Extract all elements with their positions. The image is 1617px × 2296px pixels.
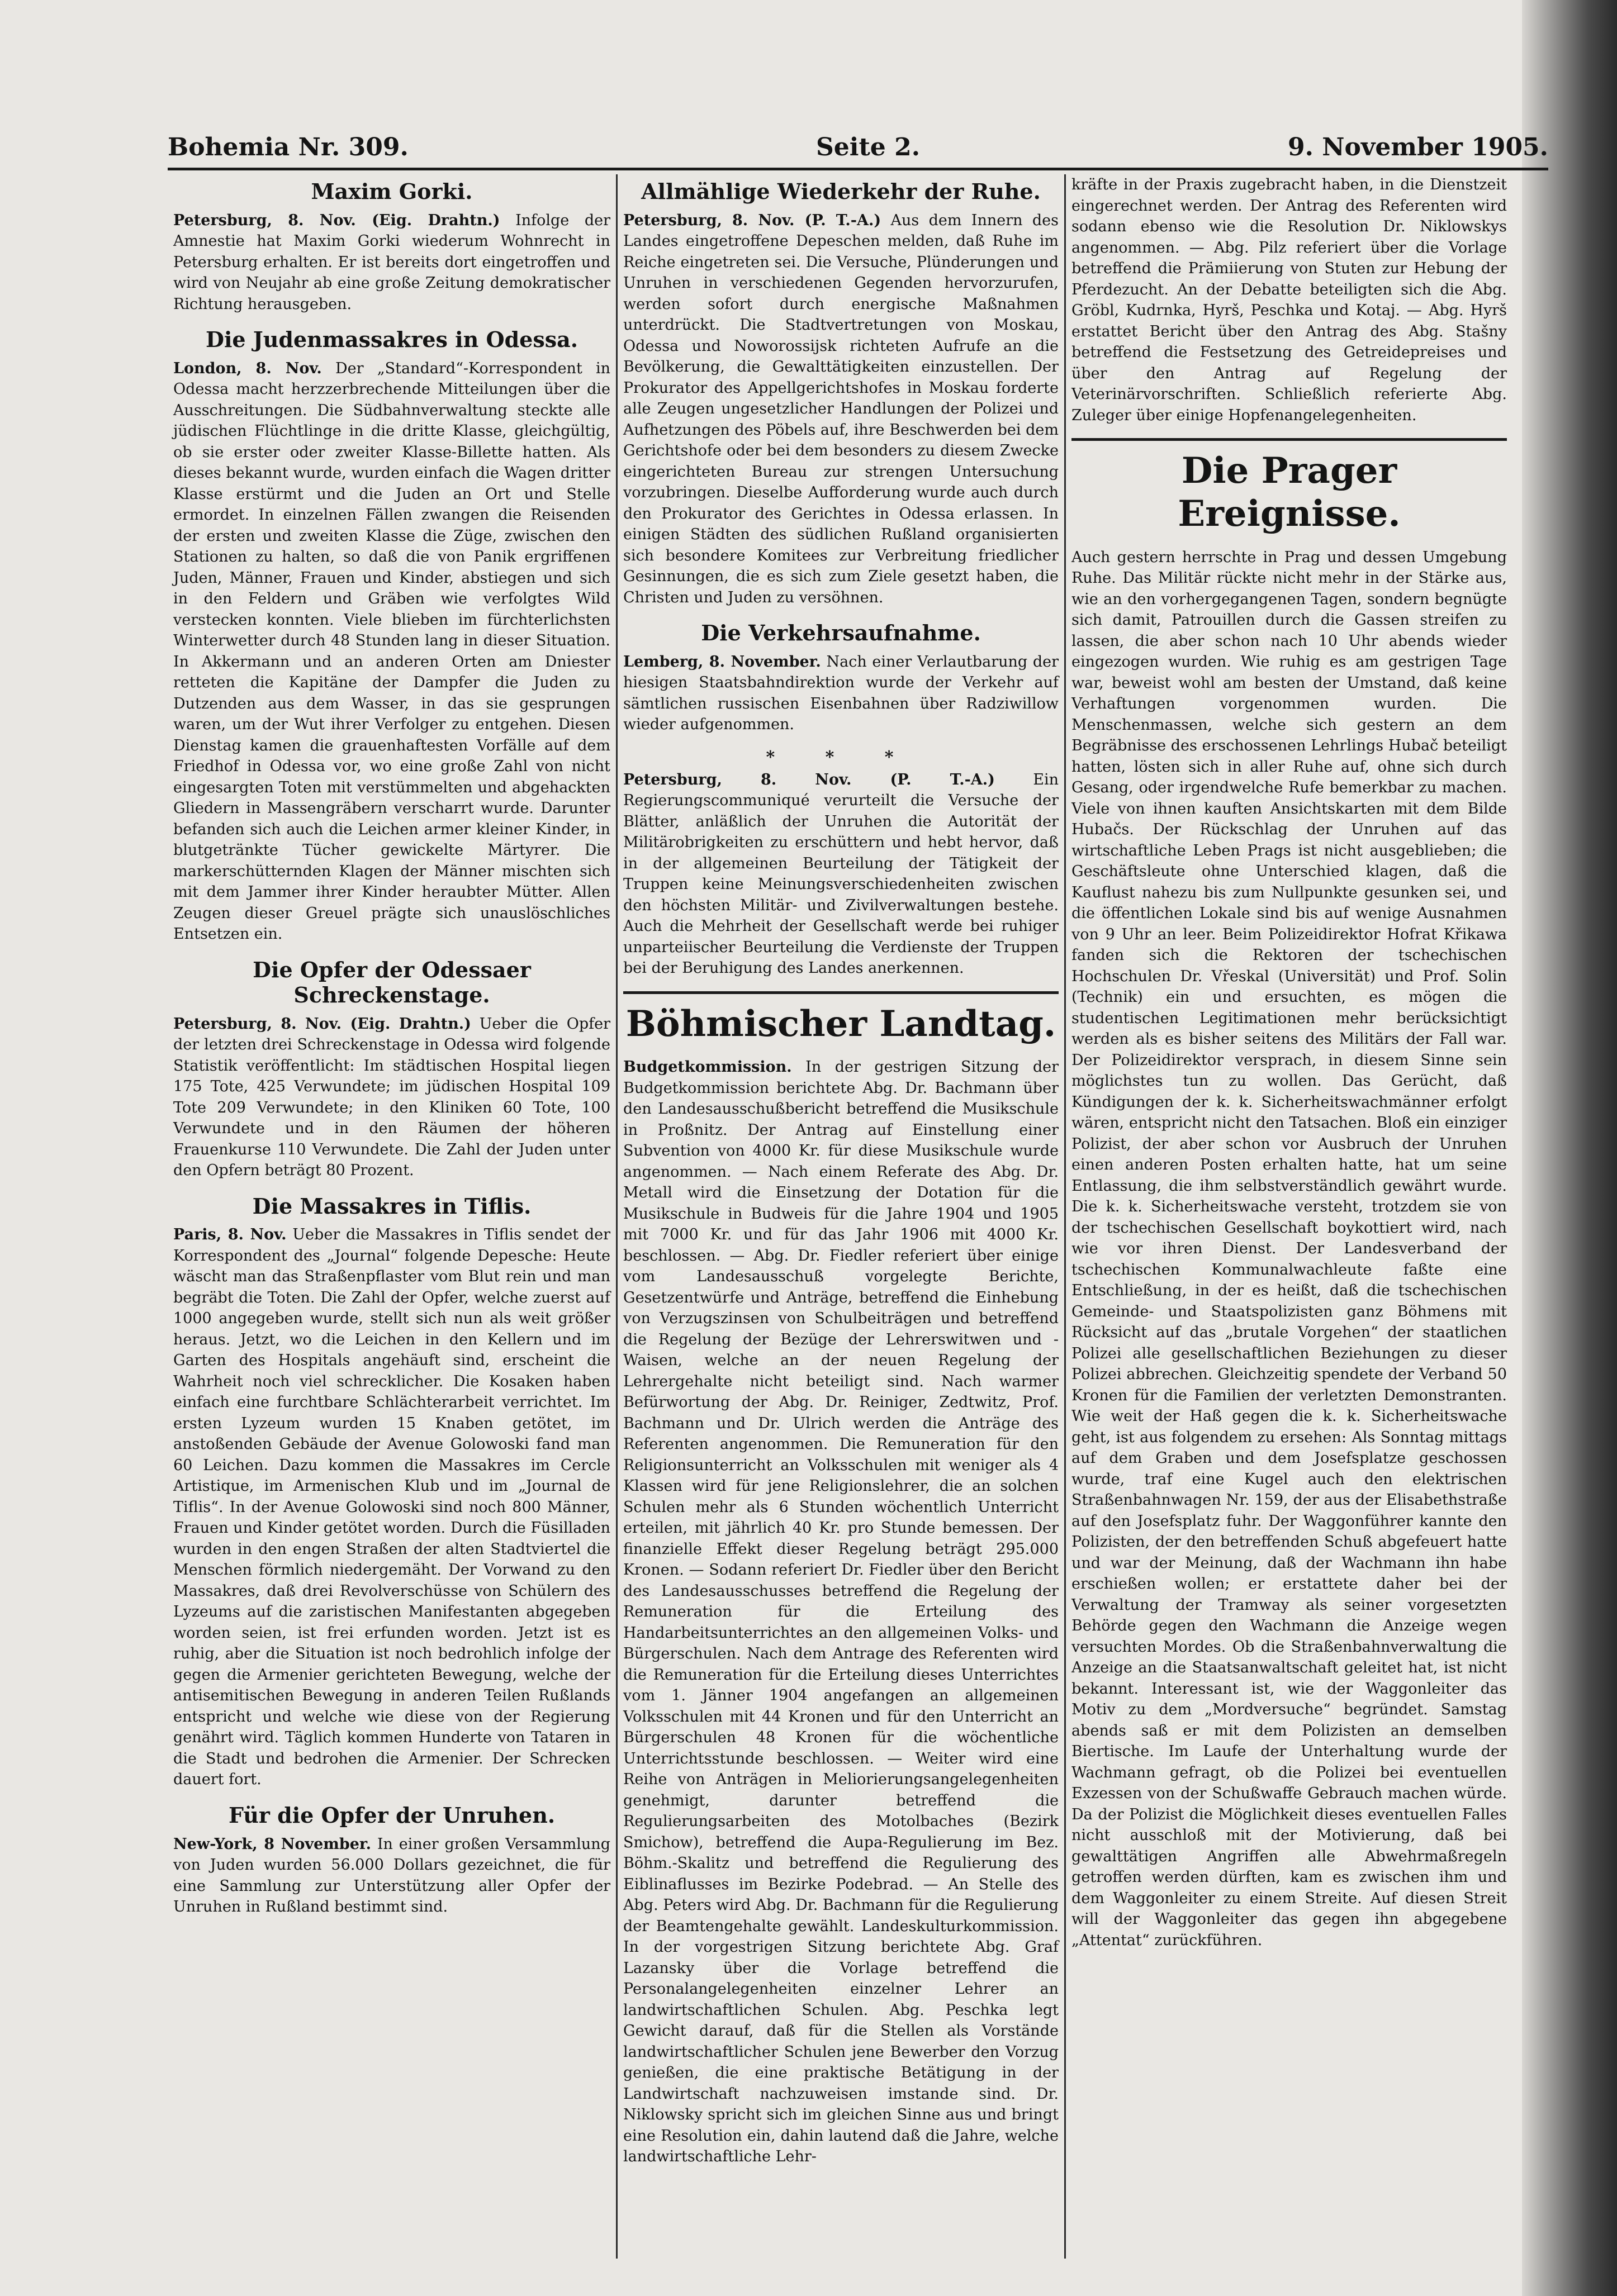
- article-text: Nach einer Verlautbarung der hiesigen Staatsbahndirektion wurde der Verkehr auf sämtlichen russischen Eisenbahnen über Radziwillow wieder aufgenommen.: [623, 653, 1059, 734]
- article-body: [173, 1834, 610, 1918]
- article-text: Ein Regierungscommuniqué verurteilt die Versuche der Blätter, anläßlich der Unruhen die Autorität der Militärobrigkeiten zu erschüttern und hebt hervor, daß in der allgemeinen Beurteilung der Tätigkeit der Truppen keine Meinungsverschiedenheiten zwischen den höchsten Militär- und Zivilverwaltungen bestehe. Auch die Mehrheit der Gesellschaft werde bei ruhiger unparteiischer Beurteilung die Verdienste der Truppen bei der Beruhigung des Landes anerkennen.: [623, 771, 1059, 977]
- columns: [168, 174, 1548, 2259]
- dateline: Petersburg, 8. Nov. (P. T.-A.): [623, 211, 881, 229]
- headline: Für die Opfer der Unruhen.: [228, 1802, 556, 1828]
- headline: Die Massakres in Tiflis.: [252, 1193, 532, 1219]
- newspaper-page: [168, 129, 1548, 2263]
- dateline: London, 8. Nov.: [173, 359, 322, 377]
- article-text: Aus dem Innern des Landes eingetroffene Depeschen melden, daß Ruhe im Reiche eingetreten sei. Die Versuche, Plünderungen und Unruhen in verschiedenen Gegenden hervorzurufen, werden sofort durch energische Maßnahmen unterdrückt. Die Stadtvertretungen von Moskau, Odessa und Noworossijsk richteten Aufrufe an die Bevölkerung, die Gewalttätigkeiten einzustellen. Der Prokurator des Appellgerichtshofes in Moskau forderte alle Zeugen ungesetzlicher Handlungen der Polizei und Aufhetzungen des Pöbels auf, ihre Beschwerden bei dem Gerichtshofe oder bei dem besonders zu diesem Zwecke eingerichteten Bureau zur strengen Untersuchung vorzubringen. Dieselbe Aufforderung wurde auch durch den Prokurator des Gerichtes in Odessa erlassen. In einigen Städten des südlichen Rußland organisierten sich besondere Komitees zur Verbreitung friedlicher Gesinnungen, die es sich zum Ziele gesetzt haben, die Christen und Juden zu versöhnen.: [623, 211, 1059, 606]
- article-body: [1071, 174, 1507, 426]
- article-body: [623, 769, 1059, 979]
- article-text: Ueber die Opfer der letzten drei Schreckenstage in Odessa wird folgende Statistik veröffentlicht: Im städtischen Hospital liegen 175 Tote, 425 Verwundete; im jüdischen Hospital 109 Tote 209 Verwundete; in den Kliniken 60 Tote, 100 Verwundete und in den Räumen der höheren Frauenkurse 110 Verwundete. Die Zahl der Juden unter den Opfern beträgt 80 Prozent.: [173, 1015, 610, 1180]
- issue-date: 9. November 1905.: [1288, 133, 1548, 161]
- article-body: [623, 210, 1059, 609]
- column-2: [616, 174, 1064, 2259]
- article-text: kräfte in der Praxis zugebracht haben, in die Dienstzeit eingerechnet werden. Der Antrag des Referenten wird sodann ebenso wie die Resolution Dr. Niklowskys angenommen. — Abg. Pilz referiert über die Vorlage betreffend die Prämiierung von Stuten zur Hebung der Pferdezucht. An der Debatte beteiligten sich die Abg. Gröbl, Kudrnka, Hyrš, Peschka und Kotaj. — Abg. Hyrš erstattet Bericht über den Antrag des Abg. Stašny betreffend die Festsetzung des Getreidepreises und über den Antrag auf Regelung der Veterinärvorschriften. Schließlich referierte Abg. Zuleger über einige Hopfenangelegenheiten.: [1071, 176, 1507, 424]
- article-text: Auch gestern herrschte in Prag und dessen Umgebung Ruhe. Das Militär rückte nicht mehr in der Stärke aus, wie an den vorhergegangenen Tagen, sondern begnügte sich damit, Patrouillen durch die Gassen streifen zu lassen, die aber schon nach 10 Uhr abends wieder eingezogen wurden. Wie ruhig es am gestrigen Tage war, beweist wohl am besten der Umstand, daß keine Verhaftungen vorgenommen wurden. Die Menschenmassen, welche sich gestern an dem Begräbnisse des erschossenen Lehrlings Hubač beteiligt hatten, lösten sich in aller Ruhe auf, ohne sich durch Gesang, oder irgendwelche Rufe bemerkbar zu machen. Viele von ihnen kauften Ansichtskarten mit dem Bilde Hubačs. Der Rückschlag der Unruhen auf das wirtschaftliche Leben Prags ist nicht ausgeblieben; die Geschäftsleute ohne Unterschied klagen, daß die Kauflust nahezu bis zum Nullpunkte gesunken sei, und die öffentlichen Lokale sind bis auf wenige Ausnahmen von 9 Uhr an leer. Beim Polizeidirektor Hofrat Křikawa fanden sich die Rektoren der tschechischen Hochschulen Dr. Vřeskal (Universität) und Prof. Solin (Technik) ein und ersuchten, es mögen die studentischen Legitimationen mehr berücksichtigt werden als es bisher seitens des Militärs der Fall war. Der Polizeidirektor versprach, in diesem Sinne sein möglichstes tun zu wollen. Das Gerücht, daß Kündigungen der k. k. Sicherheitswachmänner erfolgt wären, entspricht nicht den Tatsachen. Bloß ein einziger Polizist, der aber schon vor Ausbruch der Unruhen einen anderen Posten erhalten hatte, hat um seine Entlassung, die ihm selbstverständlich gewährt wurde. Die k. k. Sicherheitswache versteht, trotzdem sie von der tschechischen Gesellschaft boykottiert wird, nach wie vor ihren Dienst. Der Landesverband der tschechischen Kommunalwachleute faßte eine Entschließung, in der es heißt, daß die tschechischen Gemeinde- und Staatspolizisten ganz Böhmens mit Rücksicht auf das „brutale Vorgehen“ der staatlichen Polizei alle gesellschaftlichen Beziehungen zu dieser Polizei abbrechen. Gleichzeitig spendete der Verband 50 Kronen für die Familien der verletzten Demonstranten. Wie weit der Haß gegen die k. k. Sicherheitswache geht, ist aus folgendem zu ersehen: Als Sonntag mittags auf dem Graben und dem Josefsplatze geschossen wurde, traf eine Kugel auch den elektrischen Straßenbahnwagen Nr. 159, der aus der Elisabethstraße auf den Josefsplatz fuhr. Der Waggonführer kannte den Polizisten, der den betreffenden Schuß abgefeuert hatte und war der Meinung, daß der Wachmann ihn habe erschießen wollen; er erstattete daher bei der Verwaltung der Tramway als seiner vorgesetzten Behörde gegen den Wachmann die Anzeige wegen versuchten Mordes. Ob die Straßenbahnverwaltung die Anzeige an die Staatsanwaltschaft geleitet hat, ist nicht bekannt. Interessant ist, wie der Waggonleiter das Motiv zu dem „Mordversuche“ begründet. Samstag abends saß er mit dem Polizisten an demselben Biertische. Im Laufe der Unterhaltung wurde der Wachmann gefragt, ob die Polizei bei eventuellen Exzessen von der Schußwaffe Gebrauch machen würde. Da der Polizist die Möglichkeit dieses eventuellen Falles nicht ausschloß mit der Motivierung, daß bei gewalttätigen Angriffen alle Abwehrmaßregeln getroffen werden dürften, kam es zwischen ihm und dem Waggonleiter zu einem Streite. Auf diesen Streit will der Waggonleiter das gegen ihn abgegebene „Attentat“ zurückführen.: [1071, 548, 1507, 1949]
- headline: Die Judenmassakres in Odessa.: [206, 327, 578, 353]
- asterism-separator: * * *: [766, 747, 916, 767]
- article-text: Ueber die Massakres in Tiflis sendet der Korrespondent des „Journal“ folgende Depesche: Heute wäscht man das Straßenpflaster vom Blut rein und man begräbt die Toten. Die Zahl der Opfer, welche zuerst auf 1000 angegeben wurde, stellt sich nun als weit größer heraus. Jetzt, wo die Leichen in den Kellern und im Garten des Hospitals angehäuft sind, erscheint die Wahrheit noch viel schrecklicher. Die Kosaken haben einfach eine furchtbare Schlächterarbeit verrichtet. Im ersten Lyzeum wurden 15 Knaben getötet, im anstoßenden Gebäude der Avenue Golowoski fand man 60 Leichen. Dazu kommen die Massakres im Cercle Artistique, im Armenischen Klub und im „Journal de Tiflis“. In der Avenue Golowoski sind noch 800 Männer, Frauen und Kinder getötet worden. Durch die Füsilladen wurden in den engen Straßen der alten Stadtviertel die Menschen förmlich niedergemäht. Der Vorwand zu den Massakres, daß drei Revolverschüsse von Schülern des Lyzeums auf die zaristischen Manifestanten abgegeben worden seien, ist frei erfunden worden. Jetzt ist es ruhig, aber die Situation ist noch bedrohlich infolge der gegen die Armenier gerichteten Bewegung, welche der antisemitischen Bewegung in anderen Teilen Rußlands entspricht und welche wie diese von der Regierung genährt wird. Täglich kommen Hunderte von Tataren in die Stadt und bedrohen die Armenier. Der Schrecken dauert fort.: [173, 1226, 611, 1789]
- page-number: Seite 2.: [816, 133, 921, 161]
- headline: Maxim Gorki.: [311, 179, 473, 204]
- article-body: [173, 210, 610, 315]
- article-diet-continued: [1071, 174, 1507, 426]
- headline: Die Opfer der Odessaer Schreckenstage.: [253, 957, 531, 1008]
- headline: Böhmischer Landtag.: [625, 1002, 1056, 1045]
- dateline: Petersburg, 8. Nov. (Eig. Drahtn.): [173, 1015, 471, 1033]
- dateline: Petersburg, 8. Nov. (Eig. Drahtn.): [173, 211, 500, 229]
- section-rule: [623, 991, 1059, 994]
- article-odessa-massakres: [173, 327, 610, 945]
- article-text: Der „Standard“-Korrespondent in Odessa macht herzzerbrechende Mitteilungen über die Ausschreitungen. Die Südbahnverwaltung steckte alle jüdischen Flüchtlinge in die dritte Klasse, gleichgültig, ob sie erster oder zweiter Klasse-Billette hatten. Als dieses bekannt wurde, wurden einfach die Wagen dritter Klasse erstürmt und die Juden an Ort und Stelle ermordet. In einzelnen Fällen zwangen die Reisenden der ersten und zweiten Klasse die Züge, zwischen den Stationen zu halten, so daß die von Panik ergriffenen Juden, Männer, Frauen und Kinder, abstiegen und sich in den Feldern und Gräben wie verfolgtes Wild verstecken konnten. Viele blieben im fürchterlichsten Winterwetter durch 48 Stunden lang in dieser Situation. In Akkermann und an anderen Orten am Dniester retteten die Kapitäne der Dampfer die Juden zu Dutzenden aus dem Wasser, in das sie gesprungen waren, um der Wut ihrer Verfolger zu entgehen. Diesen Dienstag kamen die grauenhaftesten Vorfälle auf dem Friedhof in Odessa vor, wo eine große Zahl von nicht eingesargten Toten mit verstümmelten und abgehackten Gliedern in Massengräbern verscharrt wurde. Darunter befanden sich auch die Leichen armer kleiner Kinder, in blutgetränkte Tücher gewickelte Märtyrer. Die markerschütternden Klagen der Männer mischten sich mit dem Jammer ihrer Kinder heraubter Mütter. Allen Zeugen dieser Greuel prägte sich unauslöschliches Entsetzen ein.: [173, 359, 610, 943]
- article-body: [1071, 547, 1507, 1951]
- article-government-communique: [623, 748, 1059, 979]
- article-body: [173, 358, 610, 945]
- publication-name: Bohemia Nr. 309.: [168, 133, 409, 161]
- article-victims-aid: [173, 1803, 610, 1918]
- article-bohemian-diet: [623, 1003, 1059, 2167]
- headline: Die Prager Ereignisse.: [1178, 450, 1401, 535]
- dateline: Petersburg, 8. Nov. (P. T.-A.): [623, 771, 995, 788]
- article-return-of-calm: [623, 179, 1059, 608]
- dateline: Paris, 8. Nov.: [173, 1226, 287, 1244]
- column-3: [1064, 174, 1512, 2259]
- headline: Allmählige Wiederkehr der Ruhe.: [641, 179, 1041, 204]
- dateline: Lemberg, 8. November.: [623, 653, 821, 671]
- column-1: [168, 174, 616, 2259]
- article-prague-events: [1071, 450, 1507, 1951]
- article-text: In der gestrigen Sitzung der Budgetkommission berichtete Abg. Dr. Bachmann über den Landesausschußbericht betreffend die Musikschule in Proßnitz. Der Antrag auf Einstellung einer Subvention von 4000 Kr. für diese Musikschule wurde angenommen. — Nach einem Referate des Abg. Dr. Metall wird die Einsetzung der Dotation für die Musikschule in Budweis für die Jahre 1904 und 1905 mit 7000 Kr. und für das Jahr 1906 mit 4000 Kr. beschlossen. — Abg. Dr. Fiedler referiert über einige vom Landesausschuß vorgelegte Berichte, Gesetzentwürfe und Anträge, betreffend die Einhebung von Verzugszinsen von Schulbeiträgen und betreffend die Regelung der Bezüge der Lehrerswitwen und -Waisen, welche an der neuen Regelung der Lehrergehalte nicht beteiligt sind. Nach warmer Befürwortung der Abg. Dr. Reiniger, Zedtwitz, Prof. Bachmann und Dr. Ulrich werden die Anträge des Referenten angenommen. Die Remuneration für den Religionsunterricht an Volksschulen mit weniger als 4 Klassen wird für jene Religionslehrer, die an solchen Schulen mehr als 6 Stunden wöchentlich Unterricht erteilen, mit jährlich 40 Kr. pro Stunde bemessen. Der finanzielle Effekt dieser Regelung beträgt 295.000 Kronen. — Sodann referiert Dr. Fiedler über den Bericht des Landesausschusses betreffend die Regelung der Remuneration für die Erteilung des Handarbeitsunterrichtes an den allgemeinen Volks- und Bürgerschulen. Nach dem Antrage des Referenten wird die Remuneration für die Erteilung dieses Unterrichtes vom 1. Jänner 1904 angefangen an allgemeinen Volksschulen mit 44 Kronen und für den Unterricht an Bürgerschulen 48 Kronen für die wöchentliche Unterrichtsstunde beschlossen. — Weiter wird eine Reihe von Anträgen in Meliorierungsangelegenheiten genehmigt, darunter betreffend die Regulierungsarbeiten des Motolbaches (Bezirk Smichow), betreffend die Aupa-Regulierung im Bez. Böhm.-Skalitz und betreffend die Regulierung des Eiblinaflusses im Bezirke Podebrad. — An Stelle des Abg. Peters wird Abg. Dr. Bachmann für die Regulierung der Beamtengehalte gewählt. Landeskulturkommission. In der vorgestrigen Sitzung berichtete Abg. Graf Lazansky über die Vorlage betreffend die Personalangelegenheiten einzelner Lehrer an landwirtschaftlichen Schulen. Abg. Peschka legt Gewicht darauf, daß für die Stellen als Vorstände landwirtschaftlicher Schulen jene Bewerber den Vorzug genießen, die eine praktische Betätigung in der Landwirtschaft nachzuweisen imstande sind. Dr. Niklowsky spricht sich im gleichen Sinne aus und bringt eine Resolution ein, dahin lautend daß die Jahre, welche landwirtschaftliche Lehr-: [623, 1058, 1059, 2166]
- article-odessa-victims: [173, 957, 610, 1181]
- article-body: [173, 1014, 610, 1181]
- article-body: [623, 652, 1059, 735]
- section-rule: [1071, 438, 1507, 441]
- dateline: New-York, 8 November.: [173, 1835, 372, 1853]
- dateline: Budgetkommission.: [623, 1058, 792, 1076]
- headline: Die Verkehrsaufnahme.: [701, 620, 981, 646]
- article-body: [173, 1224, 610, 1790]
- article-tiflis: [173, 1194, 610, 1790]
- page-header: [168, 129, 1548, 170]
- article-traffic-resumption: [623, 620, 1059, 735]
- article-gorki: [173, 179, 610, 315]
- article-body: [623, 1057, 1059, 2167]
- article-text: Infolge der Amnestie hat Maxim Gorki wiederum Wohnrecht in Petersburg erhalten. Er ist bereits dort eingetroffen und wird von Neujahr ab eine große Zeitung demokratischer Richtung herausgeben.: [173, 211, 611, 313]
- article-text: In einer großen Versammlung von Juden wurden 56.000 Dollars gezeichnet, die für eine Sammlung zur Unterstützung aller Opfer der Unruhen in Rußland bestimmt sind.: [173, 1835, 610, 1916]
